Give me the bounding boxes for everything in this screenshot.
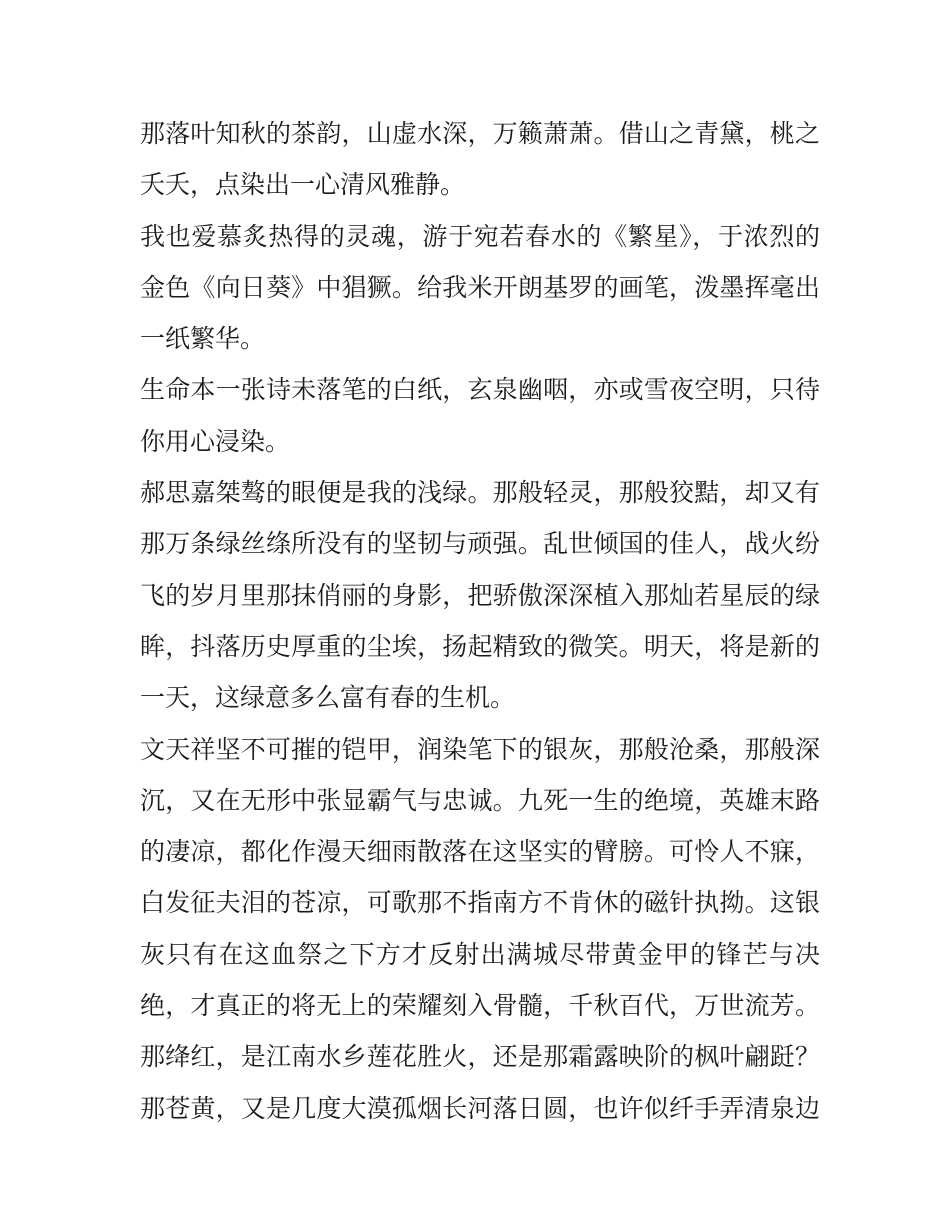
text-line-3: 我也爱慕炙热得的灵魂，游于宛若春水的《繁星》，于浓烈的 <box>140 221 820 251</box>
text-line-1: 那落叶知秋的茶韵，山虚水深，万籁萧萧。借山之青黛，桃之 <box>140 119 820 148</box>
text-line-10: 飞的岁月里那抹俏丽的身影，把骄傲深深植入那灿若星辰的绿 <box>140 580 820 610</box>
text-line-14: 沉，又在无形中张显霸气与忠诚。九死一生的绝境，英雄末路 <box>140 785 820 815</box>
text-line-15: 的凄凉，都化作漫天细雨散落在这坚实的臂膀。可怜人不寐， <box>140 837 820 867</box>
text-line-16: 白发征夫泪的苍凉，可歌那不指南方不肯休的磁针执拗。这银 <box>140 888 820 918</box>
text-line-7: 你用心浸染。 <box>140 426 291 456</box>
text-line-6: 生命本一张诗未落笔的白纸，玄泉幽咽，亦或雪夜空明，只待 <box>140 375 820 405</box>
text-line-18: 绝，才真正的将无上的荣耀刻入骨髓，千秋百代，万世流芳。 <box>140 991 820 1021</box>
text-line-20: 那苍黄，又是几度大漠孤烟长河落日圆，也许似纤手弄清泉边 <box>140 1093 820 1123</box>
text-line-13: 文天祥坚不可摧的铠甲，润染笔下的银灰，那般沧桑，那般深 <box>140 734 820 764</box>
text-line-12: 一天，这绿意多么富有春的生机。 <box>140 683 516 713</box>
text-line-5: 一纸繁华。 <box>140 324 266 354</box>
text-line-9: 那万条绿丝绦所没有的坚韧与顽强。乱世倾国的佳人，战火纷 <box>140 529 820 559</box>
text-line-11: 眸，抖落历史厚重的尘埃，扬起精致的微笑。明天，将是新的 <box>140 631 820 661</box>
text-line-2: 夭夭，点染出一心清风雅静。 <box>140 170 466 200</box>
text-line-8: 郝思嘉桀骜的眼便是我的浅绿。那般轻灵，那般狡黠，却又有 <box>140 478 820 508</box>
text-line-17: 灰只有在这血祭之下方才反射出满城尽带黄金甲的锋芒与决 <box>140 939 820 969</box>
body-text <box>140 108 820 1134</box>
text-line-19: 那绛红，是江南水乡莲花胜火，还是那霜露映阶的枫叶翩跹？ <box>140 1042 820 1072</box>
text-line-4: 金色《向日葵》中猖獗。给我米开朗基罗的画笔，泼墨挥毫出 <box>140 272 820 302</box>
